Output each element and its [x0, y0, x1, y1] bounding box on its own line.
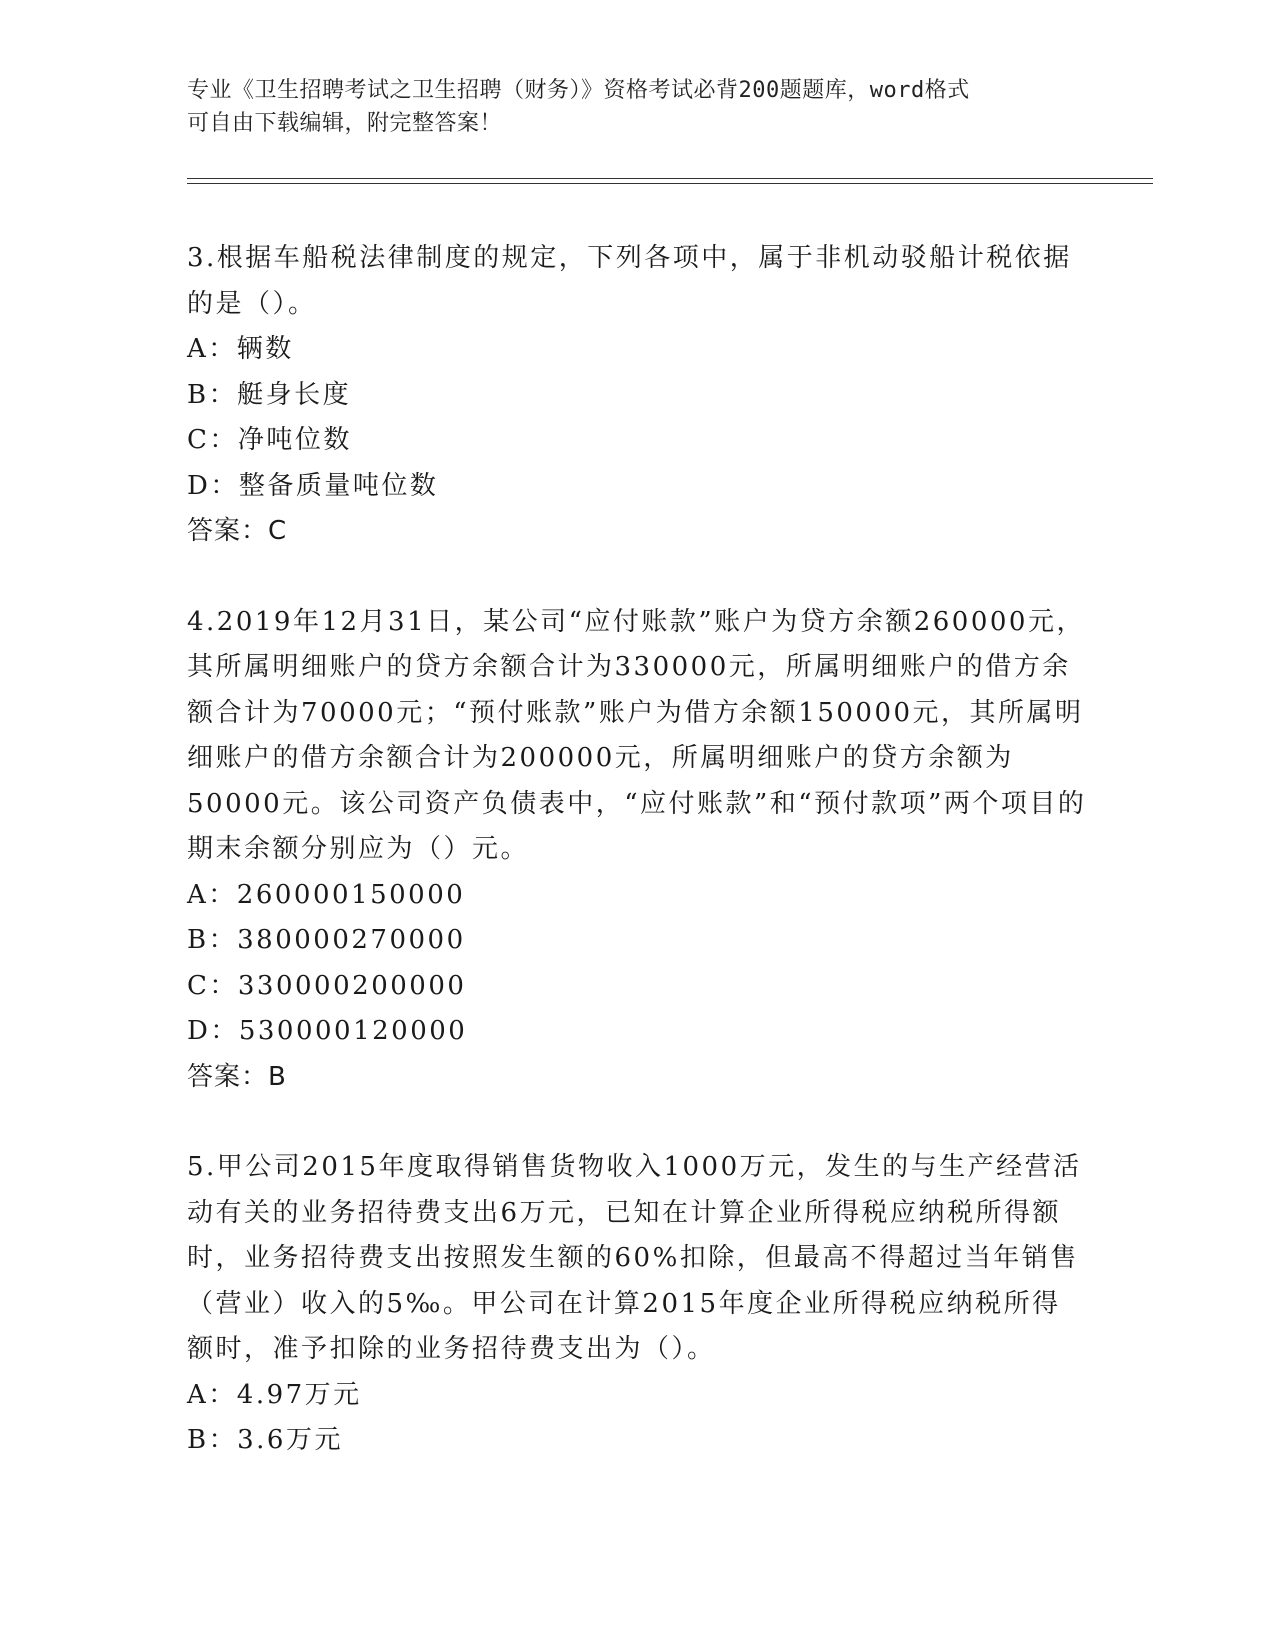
header-title-line-1: 专业《卫生招聘考试之卫生招聘（财务）》资格考试必背200题题库，word格式 [187, 78, 970, 103]
option-b: B：380000270000 [187, 925, 466, 955]
option-a: A：260000150000 [187, 879, 466, 910]
answer: 答案：C [187, 516, 288, 546]
question-stem: 4.2019年12月31日，某公司“应付账款”账户为贷方余额260000元，其所属明细账户的贷方余额合计为330000元，所属明细账户的借方余额合计为70000元；“预付账款”账户为借方余额150000元，其所属明细账户的借方余额合计为200000元，所属明细账户的贷方余额为50000元。该公司资产负债表中，“应付账款”和“预付款项”两个项目的期末余额分别应为（）元。 [187, 606, 1087, 864]
option-c: C：330000200000 [187, 970, 467, 1001]
option-a: A：4.97万元 [187, 1379, 362, 1410]
question-4 [187, 600, 1087, 1101]
option-b: B：艇身长度 [187, 379, 352, 410]
question-stem: 3.根据车船税法律制度的规定，下列各项中，属于非机动驳船计税依据的是（）。 [187, 243, 1072, 319]
header-title-line-2: 可自由下载编辑，附完整答案！ [187, 111, 503, 136]
document-header [187, 74, 1067, 140]
answer: 答案：B [187, 1061, 287, 1092]
option-b: B：3.6万元 [187, 1425, 343, 1455]
header-divider [187, 178, 1153, 179]
option-d: D：530000120000 [187, 1016, 468, 1046]
question-5 [187, 1145, 1087, 1464]
option-c: C：净吨位数 [187, 425, 352, 455]
header-divider-double [187, 183, 1153, 184]
option-a: A：辆数 [187, 334, 294, 364]
question-stem: 5.甲公司2015年度取得销售货物收入1000万元，发生的与生产经营活动有关的业务招待费支出6万元，已知在计算企业所得税应纳税所得额时，业务招待费支出按照发生额的60%扣除，但最高不得超过当年销售（营业）收入的5‰。甲公司在计算2015年度企业所得税应纳税所得额时，准予扣除的业务招待费支出为（）。 [187, 1152, 1082, 1364]
option-d: D：整备质量吨位数 [187, 470, 439, 501]
question-list [187, 236, 1087, 1509]
question-3 [187, 236, 1087, 555]
